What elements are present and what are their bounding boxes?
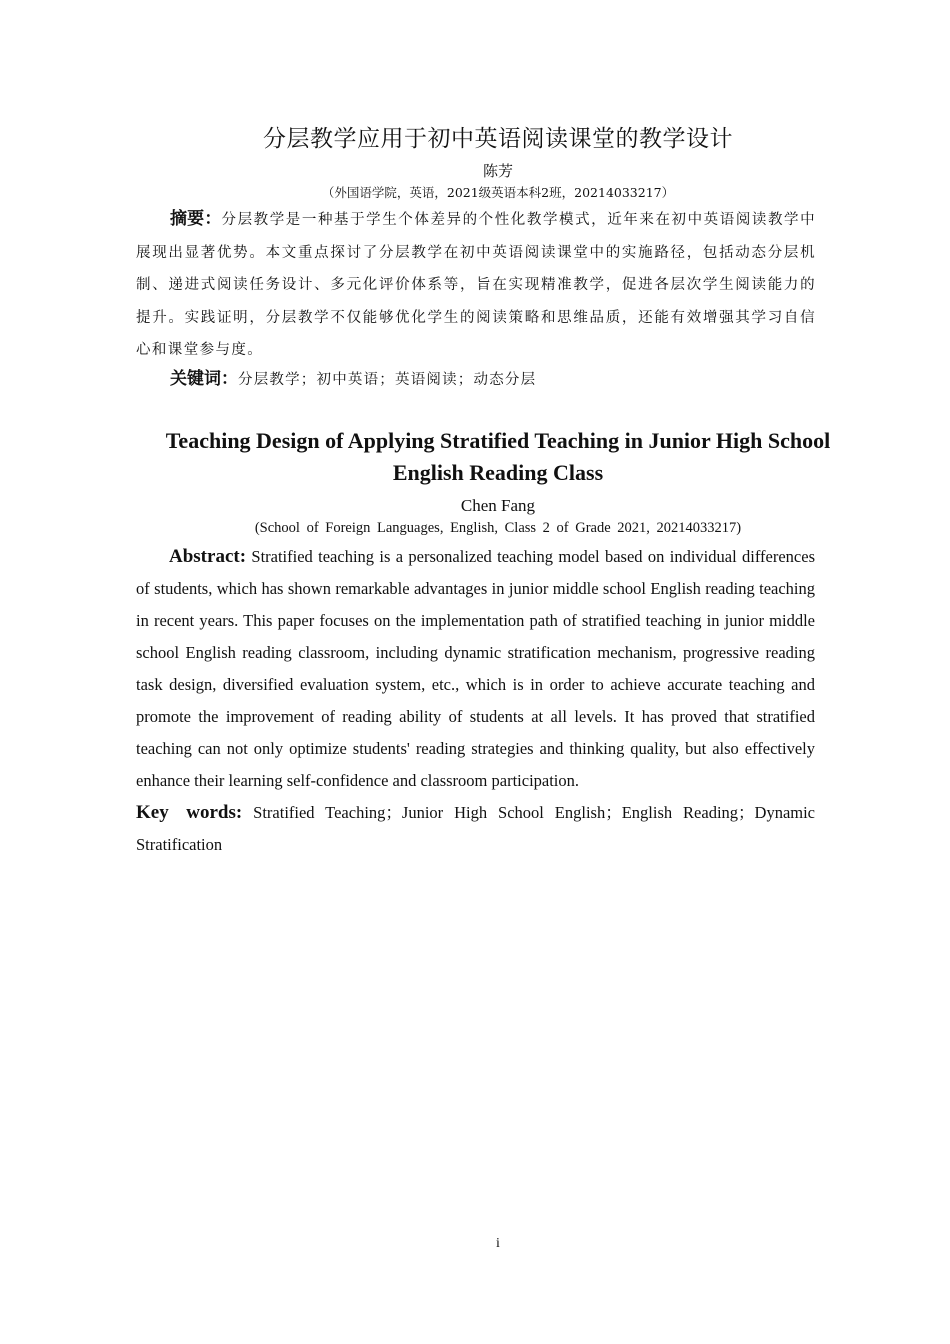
page-number: i <box>496 1236 500 1251</box>
english-abstract-label: Abstract: <box>169 546 247 567</box>
english-author: Chen Fang <box>460 496 536 515</box>
chinese-title: 分层教学应用于初中英语阅读课堂的教学设计 <box>263 126 733 152</box>
chinese-keywords-text: 分层教学；初中英语；英语阅读；动态分层 <box>238 372 537 388</box>
english-abstract <box>136 541 815 797</box>
english-keywords-label: Key words: <box>136 802 243 823</box>
chinese-author: 陈芳 <box>482 162 513 180</box>
chinese-affiliation: （外国语学院，英语，2021级英语本科2班，20214033217） <box>321 185 675 200</box>
english-keywords-text: Stratified Teaching；Junior High School English；English Reading；Dynamic Stratification <box>136 803 816 854</box>
chinese-abstract <box>136 203 816 367</box>
chinese-abstract-label: 摘要： <box>170 209 222 229</box>
english-affiliation: (School of Foreign Languages, English, Class 2 of Grade 2021, 20214033217) <box>254 520 742 536</box>
chinese-keywords-label: 关键词： <box>170 369 238 389</box>
english-abstract-text: Stratified teaching is a personalized teaching model based on individual differences of students, which has shown remarkable advantages in junior middle school English reading teaching in recent years. This paper focuses on the implementation path of stratified teaching in junior middle school English reading classroom, including dynamic stratification mechanism, progressive reading task design, diversified evaluation system, etc., which is in order to achieve accurate teaching and promote the improvement of reading ability of students at all levels. It has proved that stratified teaching can not only optimize students' reading strategies and thinking quality, but also effectively enhance their learning self-confidence and classroom participation. <box>136 547 816 790</box>
english-keywords <box>136 797 815 861</box>
chinese-keywords <box>170 364 816 395</box>
english-title: Teaching Design of Applying Stratified Teaching in Junior High School English Reading Class <box>165 428 831 485</box>
chinese-abstract-text: 分层教学是一种基于学生个体差异的个性化教学模式，近年来在初中英语阅读教学中展现出显著优势。本文重点探讨了分层教学在初中英语阅读课堂中的实施路径，包括动态分层机制、递进式阅读任务设计、多元化评价体系等，旨在实现精准教学，促进各层次学生阅读能力的提升。实践证明，分层教学不仅能够优化学生的阅读策略和思维品质，还能有效增强其学习自信心和课堂参与度。 <box>136 212 816 358</box>
